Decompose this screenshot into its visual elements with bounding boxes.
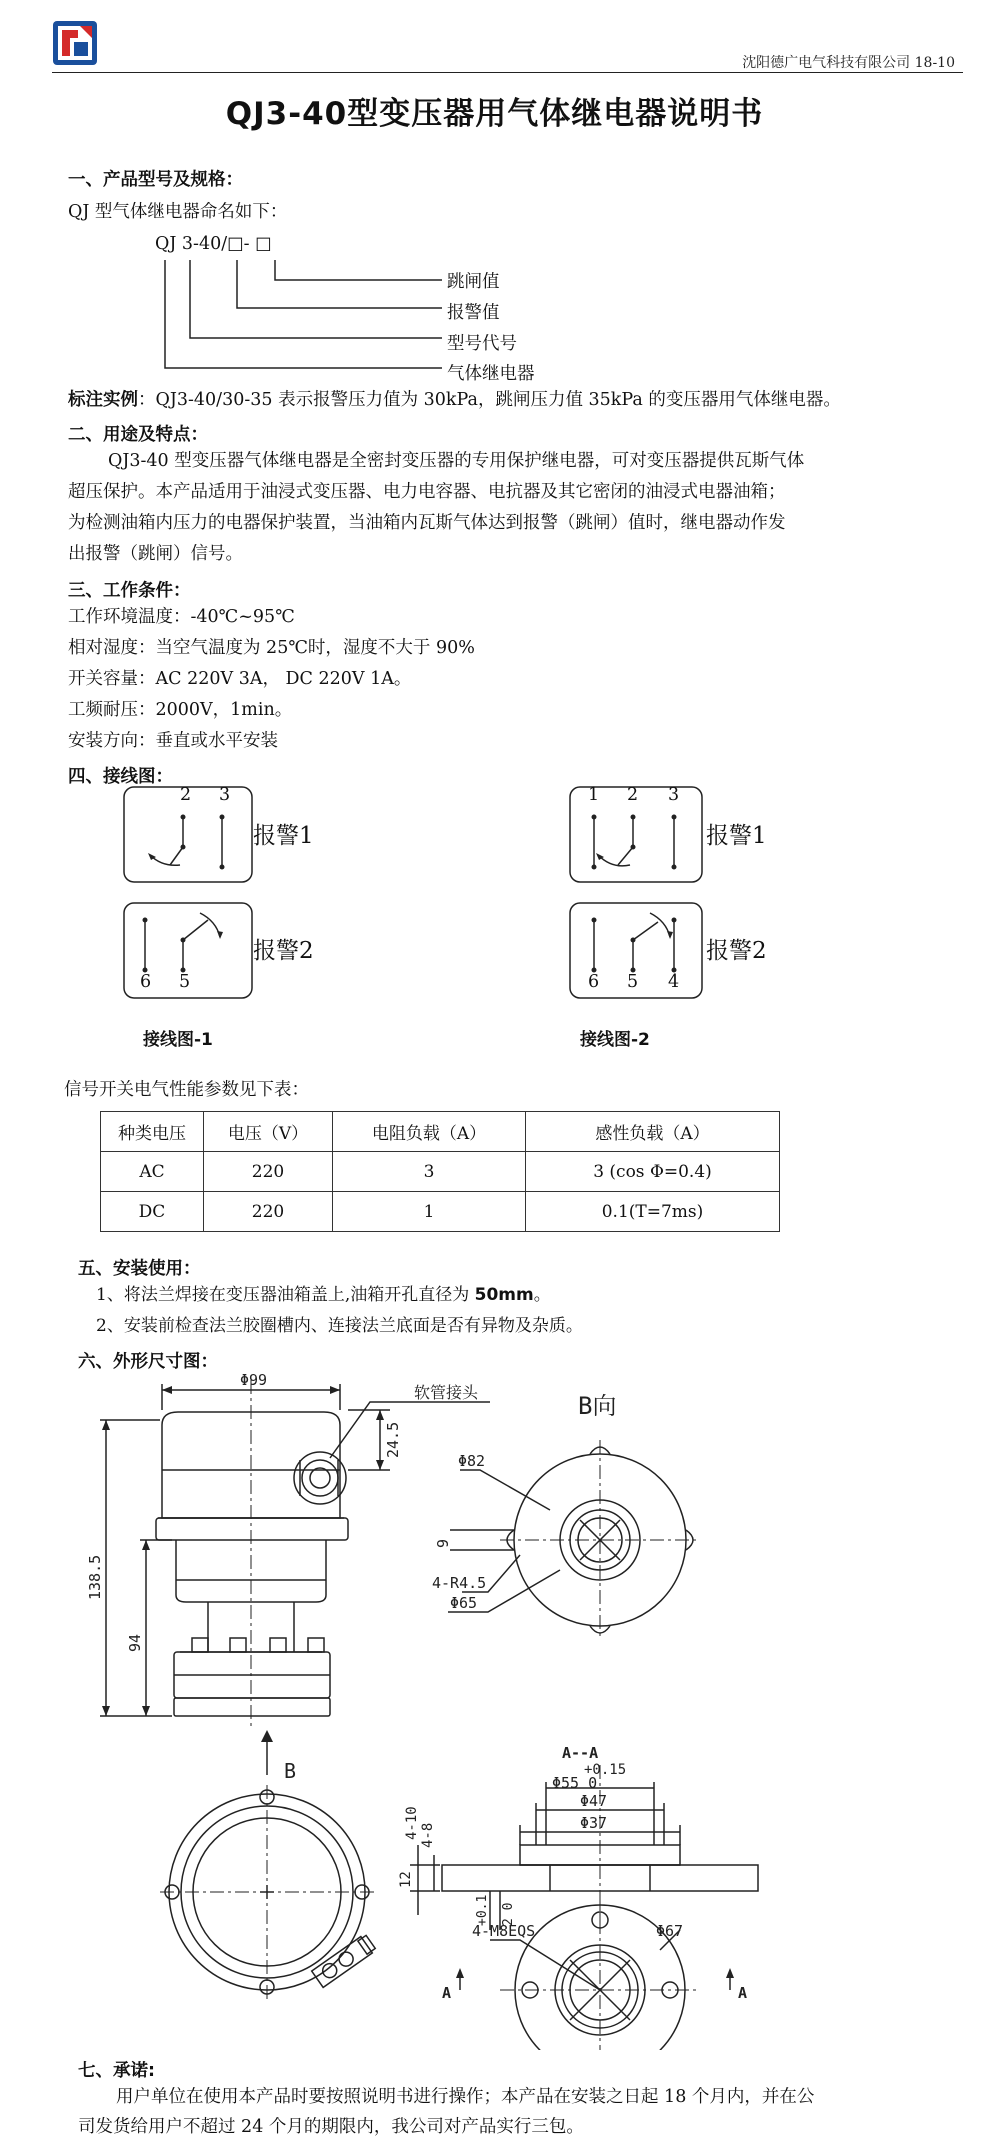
company-name: 沈阳德广电气科技有限公司 18-10	[742, 55, 955, 71]
label-gas-relay: 气体继电器	[447, 364, 535, 384]
condition-withstand-voltage: 工频耐压：2000V，1min。	[68, 700, 293, 720]
model-code: QJ 3-40/□- □	[155, 234, 272, 254]
wiring-diagram-1	[120, 785, 360, 1010]
wiring-diagram-2-svg	[566, 785, 806, 1010]
condition-mounting: 安装方向：垂直或水平安装	[68, 731, 278, 751]
label-trip-value: 跳闸值	[447, 272, 500, 292]
section4-heading: 四、接线图：	[68, 767, 173, 787]
table-header: 电阻负载（A）	[333, 1112, 526, 1152]
condition-switch-capacity: 开关容量：AC 220V 3A， DC 220V 1A。	[68, 669, 412, 689]
usage-line-3: 为检测油箱内压力的电器保护装置，当油箱内瓦斯气体达到报警（跳闸）值时，继电器动作发	[68, 513, 786, 533]
section5-heading: 五、安装使用：	[78, 1259, 201, 1279]
d1-terminal-3: 3	[219, 785, 231, 805]
d2-terminal-4: 4	[668, 972, 680, 992]
table-cell: AC	[101, 1152, 204, 1192]
dim-4-10: 4-10	[404, 1806, 420, 1840]
d1-alarm2-label: 报警2	[253, 938, 314, 964]
company-logo-icon	[52, 20, 98, 66]
wiring-diagram-2-caption: 接线图-2	[580, 1030, 650, 1050]
dimension-drawing	[80, 1370, 800, 2050]
d2-terminal-3: 3	[668, 785, 680, 805]
dim-phi47: Φ47	[580, 1792, 608, 1810]
example-text: ：QJ3-40/30-35 表示报警压力值为 30kPa，跳闸压力值 35kPa 的变压器用气体继电器。	[138, 390, 841, 410]
table-header: 电压（V）	[204, 1112, 333, 1152]
d1-terminal-6: 6	[140, 972, 152, 992]
label-alarm-value: 报警值	[447, 303, 500, 323]
dim-4-8: 4-8	[420, 1822, 436, 1848]
table-cell: 1	[333, 1192, 526, 1232]
dim-138-5: 138.5	[86, 1554, 104, 1600]
dim-9: 9	[434, 1538, 452, 1548]
d2-terminal-6: 6	[588, 972, 600, 992]
dim-4-m8eqs: 4-M8EQS	[472, 1922, 536, 1940]
wiring-diagram-1-svg	[120, 785, 360, 1010]
dim-phi67: Φ67	[656, 1922, 684, 1940]
wiring-diagram-1-caption: 接线图-1	[143, 1030, 213, 1050]
table-row	[101, 1152, 780, 1192]
example-line	[68, 385, 841, 416]
section-a-right-label: A	[738, 1984, 748, 2002]
dim-hose-fitting: 软管接头	[414, 1383, 479, 1402]
d1-alarm1-label: 报警1	[253, 823, 314, 849]
dim-phi82: Φ82	[458, 1452, 486, 1470]
dim-12: 12	[398, 1871, 414, 1888]
dim-20: 2 0	[501, 1902, 516, 1926]
example-label: 标注实例	[68, 390, 138, 410]
d2-terminal-2: 2	[627, 785, 639, 805]
table-header: 种类电压	[101, 1112, 204, 1152]
section7-heading: 七、承诺:	[78, 2061, 155, 2081]
d2-terminal-5: 5	[627, 972, 639, 992]
dim-4-r4-5: 4-R4.5	[432, 1574, 487, 1592]
wiring-diagram-2	[566, 785, 806, 1010]
condition-temperature: 工作环境温度：-40℃~95℃	[68, 607, 295, 627]
naming-intro: QJ 型气体继电器命名如下：	[68, 202, 288, 222]
table-cell: 3 (cos Φ=0.4)	[526, 1152, 780, 1192]
dim-phi99: Φ99	[240, 1371, 268, 1389]
table-header-row	[101, 1112, 780, 1152]
section1-heading: 一、产品型号及规格：	[68, 170, 243, 190]
dim-tol-small: +0.1	[475, 1894, 490, 1926]
header-divider	[52, 72, 963, 73]
usage-line-1: QJ3-40 型变压器气体继电器是全密封变压器的专用保护继电器，可对变压器提供瓦斯气体	[108, 451, 805, 471]
warranty-line-1: 用户单位在使用本产品时要按照说明书进行操作；本产品在安装之日起 18 个月内，并在公	[116, 2087, 815, 2107]
table-header: 感性负载（A）	[526, 1112, 780, 1152]
section-a-left-label: A	[442, 1984, 452, 2002]
dim-94: 94	[126, 1633, 144, 1652]
table-row	[101, 1192, 780, 1232]
table-cell: 220	[204, 1192, 333, 1232]
install-step-1-text: 1、将法兰焊接在变压器油箱盖上,油箱开孔直径为	[96, 1285, 475, 1305]
naming-diagram	[150, 256, 450, 376]
usage-line-2: 超压保护。本产品适用于油浸式变压器、电力电容器、电抗器及其它密闭的油浸式电器油箱；	[68, 482, 786, 502]
d2-alarm1-label: 报警1	[706, 823, 767, 849]
section3-heading: 三、工作条件：	[68, 581, 191, 601]
page-title: QJ3-40型变压器用气体继电器说明书	[225, 96, 764, 132]
warranty-line-2: 司发货给用户不超过 24 个月的期限内，我公司对产品实行三包。	[78, 2117, 584, 2137]
d2-terminal-1: 1	[588, 785, 600, 805]
dim-phi37: Φ37	[580, 1814, 608, 1832]
dim-tol-plus: +0.15	[584, 1762, 627, 1778]
install-hole-diameter: 50mm	[474, 1285, 534, 1305]
table-cell: DC	[101, 1192, 204, 1232]
dim-24-5: 24.5	[384, 1421, 402, 1458]
table-cell: 220	[204, 1152, 333, 1192]
dim-phi65: Φ65	[450, 1594, 478, 1612]
section-a-a-label: A--A	[562, 1744, 599, 1762]
d1-terminal-2: 2	[180, 785, 192, 805]
install-step-1-end: 。	[533, 1285, 551, 1305]
d1-terminal-5: 5	[179, 972, 191, 992]
label-model-code: 型号代号	[447, 334, 517, 354]
section6-heading: 六、外形尺寸图：	[78, 1352, 218, 1372]
install-step-1	[96, 1280, 551, 1311]
table-cell: 3	[333, 1152, 526, 1192]
usage-line-4: 出报警（跳闸）信号。	[68, 544, 243, 564]
install-step-2: 2、安装前检查法兰胶圈槽内、连接法兰底面是否有异物及杂质。	[96, 1316, 583, 1336]
signal-switch-table	[100, 1111, 780, 1232]
d2-alarm2-label: 报警2	[706, 938, 767, 964]
condition-humidity: 相对湿度：当空气温度为 25℃时，湿度不大于 90%	[68, 638, 475, 658]
b-view-label: B向	[578, 1392, 617, 1420]
dim-phi55: Φ55 0	[552, 1774, 598, 1792]
table-intro: 信号开关电气性能参数见下表：	[64, 1080, 309, 1100]
section2-heading: 二、用途及特点：	[68, 425, 208, 445]
dimension-drawing-svg	[80, 1370, 800, 2050]
table-cell: 0.1(T=7ms)	[526, 1192, 780, 1232]
b-arrow-label: B	[284, 1759, 297, 1783]
